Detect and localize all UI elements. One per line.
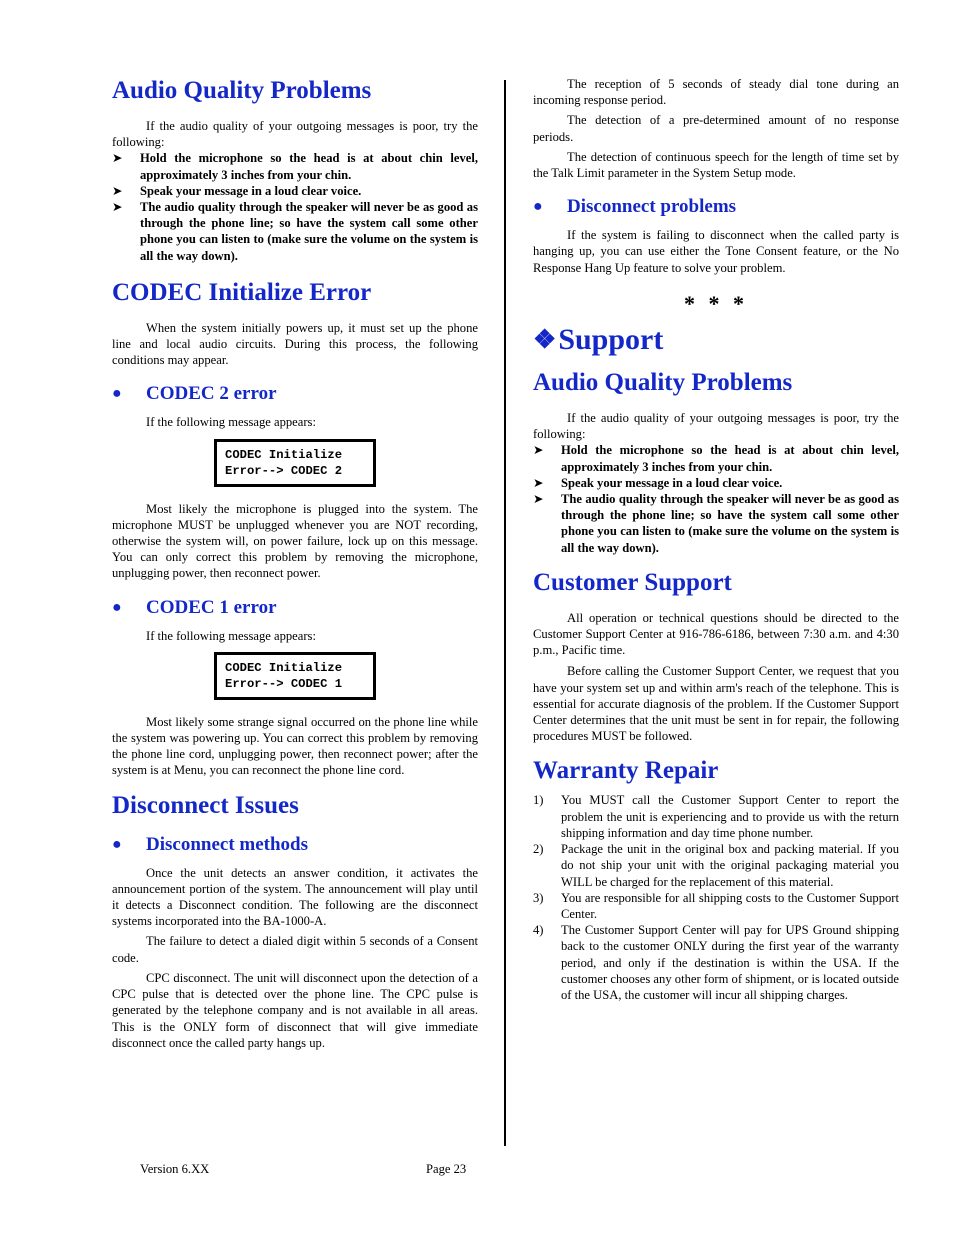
- subheading-disconnect-methods: ● Disconnect methods: [112, 833, 309, 855]
- arrowhead-bullet-icon: ➤: [533, 475, 544, 490]
- heading-codec-initialize-error: CODEC Initialize Error: [112, 278, 372, 306]
- footer-page-number: Page 23: [426, 1162, 467, 1176]
- list-item: ➤ Speak your message in a loud clear voice.: [112, 183, 362, 198]
- list-item: 2) Package the unit in the original box and packing material. If you do not ship your unit with the original packaging material you WILL be charged for the replacement of this material.: [533, 842, 899, 889]
- arrowhead-bullet-icon: ➤: [112, 200, 123, 215]
- subheading-disconnect-problems: ● Disconnect problems: [533, 196, 737, 218]
- subheading-codec-1-error: ● CODEC 1 error: [112, 596, 277, 618]
- heading-audio-quality-problems: Audio Quality Problems: [112, 77, 372, 104]
- round-bullet-icon: ●: [112, 385, 122, 403]
- round-bullet-icon: ●: [112, 835, 122, 853]
- customer-support-paragraph-2: Before calling the Customer Support Center, we request that you have your system set up and within arm's reach of the telephone. This is essential for accurate diagnosis of the problem. If the Customer Support Center determines that the unit must be sent in for repair, the following procedures MUST be followed.: [533, 664, 899, 744]
- list-item: ➤ The audio quality through the speaker will never be as good as through the phone line; so have the system call some other phone you can listen to (make sure the volume on the system is all the way down).: [533, 492, 899, 555]
- customer-support-paragraph-1: All operation or technical questions should be directed to the Customer Support Center at 916-786-6186, between 7:30 a.m. and 4:30 p.m., Pacific time.: [533, 610, 899, 658]
- codec2-explanation: Most likely the microphone is plugged into the system. The microphone MUST be unplugged whenever you are NOT recording, otherwise the system will, on power failure, lock up on this message. You can only correct this problem by removing the microphone, unplugging power, then reconnect power.: [112, 501, 478, 581]
- heading-warranty-repair: Warranty Repair: [533, 757, 719, 785]
- right-column: [533, 76, 899, 1003]
- codec1-message-intro: If the following message appears:: [146, 628, 316, 643]
- section-separator: * * *: [684, 290, 748, 316]
- list-item: 4) The Customer Support Center will pay for UPS Ground shipping back to the customer ONLY during the first year of the warranty period, and only if the destination is within the USA. If the customer chooses any other form of shipment, or is located outside of the USA, the customer will incur all shipping charges.: [533, 923, 899, 1002]
- codec1-explanation: Most likely some strange signal occurred on the phone line while the system was powering up. You can correct this problem by removing the phone line cord, unplugging power, then reconnect power; after the system is at Menu, you can reconnect the phone line cord.: [112, 714, 478, 778]
- list-item: ➤ Hold the microphone so the head is at about chin level, approximately 3 inches from your chin.: [533, 443, 899, 474]
- aq-intro: If the audio quality of your outgoing messages is poor, try the following:: [112, 119, 478, 150]
- footer-version: Version 6.XX: [140, 1162, 210, 1176]
- aq-intro-2: If the audio quality of your outgoing messages is poor, try the following:: [533, 411, 899, 442]
- arrowhead-bullet-icon: ➤: [533, 443, 544, 458]
- round-bullet-icon: ●: [533, 198, 543, 216]
- disconnect-paragraph-5: The detection of a pre-determined amount of no response periods.: [533, 113, 899, 144]
- list-item: 3) You are responsible for all shipping costs to the Customer Support Center.: [533, 890, 899, 921]
- subheading-codec-2-error: ● CODEC 2 error: [112, 383, 277, 405]
- left-column: [112, 76, 478, 1051]
- arrowhead-bullet-icon: ➤: [112, 151, 123, 166]
- list-item: 1) You MUST call the Customer Support Center to report the problem the unit is experiencing and to provide us with the return shipping information and day time phone number.: [533, 793, 899, 840]
- disconnect-paragraph-3: CPC disconnect. The unit will disconnect upon the detection of a CPC pulse that is detected over the phone line. The CPC pulse is generated by the telephone company and is not available in all areas. This is the ONLY form of disconnect that will give immediate disconnect once the called party hangs up.: [112, 970, 478, 1050]
- codec2-message-intro: If the following message appears:: [146, 415, 316, 430]
- lcd-message-codec-1: CODEC Initialize Error--> CODEC 1: [214, 652, 376, 700]
- four-diamond-icon: ❖: [533, 325, 557, 355]
- disconnect-paragraph-2: The failure to detect a dialed digit within 5 seconds of a Consent code.: [112, 934, 478, 965]
- disconnect-problems-text: If the system is failing to disconnect when the called party is hanging up, you can use either the Tone Consent feature, or the No Response Hang Up feature to solve your problem.: [533, 228, 899, 275]
- column-divider: [504, 80, 506, 1146]
- codec-intro: When the system initially powers up, it must set up the phone line and local audio circuits. During this process, the following conditions may appear.: [112, 320, 478, 368]
- list-item: ➤ Hold the microphone so the head is at about chin level, approximately 3 inches from your chin.: [112, 151, 478, 182]
- round-bullet-icon: ●: [112, 598, 122, 616]
- list-item: ➤ Speak your message in a loud clear voice.: [533, 475, 783, 490]
- heading-audio-quality-problems-2: Audio Quality Problems: [533, 369, 793, 397]
- disconnect-paragraph-1: Once the unit detects an answer condition, it activates the announcement portion of the system. The announcement will play until it detects a Disconnect condition. The following are the disconnect systems incorporated into the BA-1000-A.: [112, 865, 478, 929]
- disconnect-paragraph-6: The detection of continuous speech for the length of time set by the Talk Limit parameter in the System Setup mode.: [533, 149, 899, 181]
- heading-support: ❖ Support: [533, 323, 664, 357]
- arrowhead-bullet-icon: ➤: [112, 183, 123, 198]
- heading-disconnect-issues: Disconnect Issues: [112, 791, 299, 819]
- disconnect-paragraph-4: The reception of 5 seconds of steady dial tone during an incoming response period.: [533, 77, 899, 108]
- heading-customer-support: Customer Support: [533, 568, 732, 596]
- list-item: ➤ The audio quality through the speaker will never be as good as through the phone line; so have the system call some other phone you can listen to (make sure the volume on the system is all the way down).: [112, 200, 478, 263]
- lcd-message-codec-2: CODEC Initialize Error--> CODEC 2: [214, 439, 376, 487]
- arrowhead-bullet-icon: ➤: [533, 492, 544, 507]
